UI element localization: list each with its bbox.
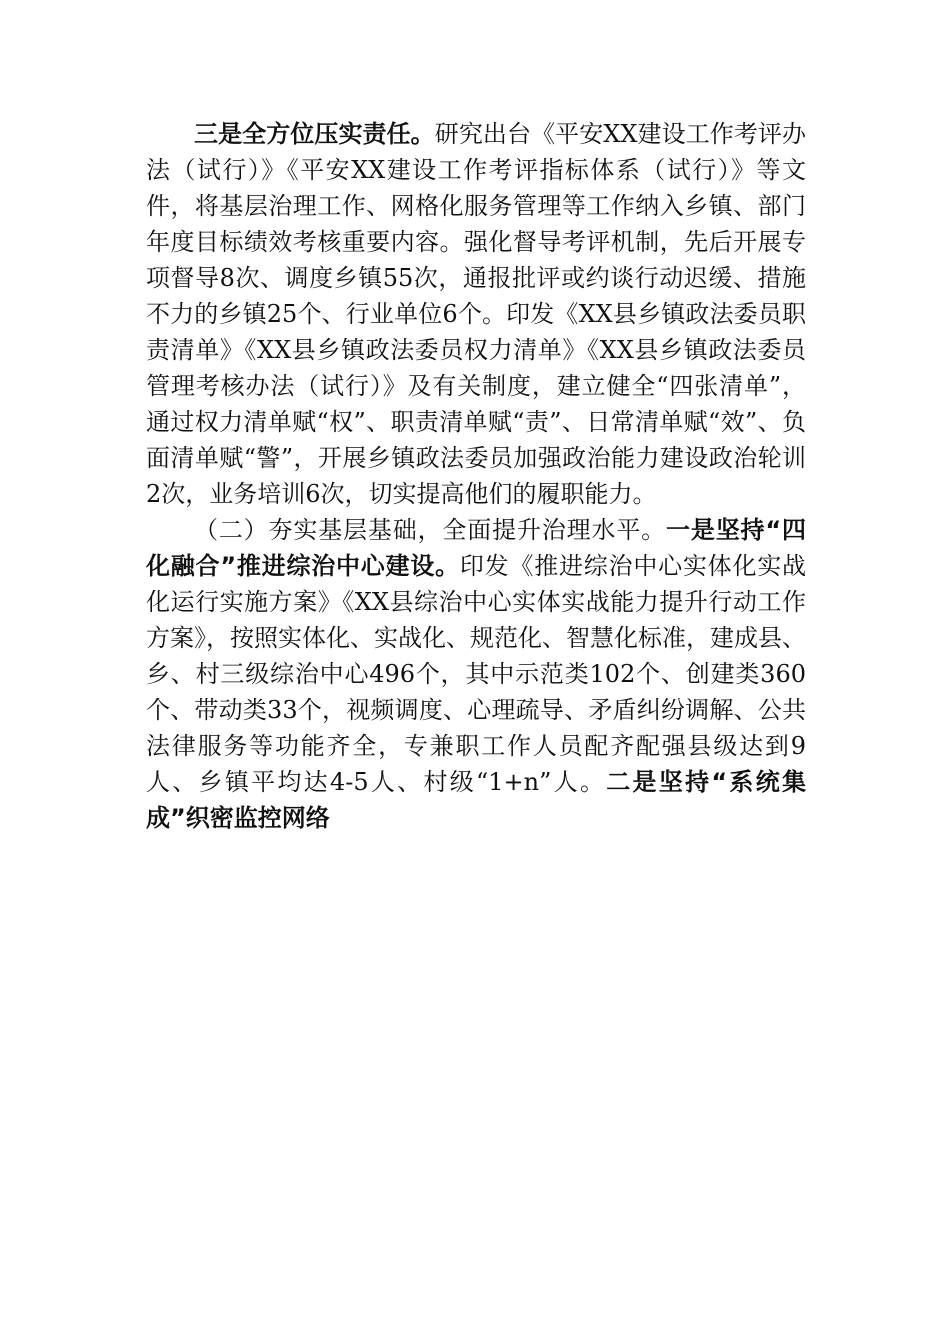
paragraph-grassroots: [146, 512, 806, 836]
paragraph-lead: 一是坚持“四化融合”推进综治中心建设。: [146, 516, 807, 580]
document-body: [146, 116, 806, 836]
paragraph-responsibility: [146, 116, 806, 512]
section-heading: （二）夯实基层基础，全面提升治理水平。: [194, 516, 667, 544]
paragraph-text: 研究出台《平安XX建设工作考评办法（试行）》《平安XX建设工作考评指标体系（试行）》等文件，将基层治理工作、网格化服务管理等工作纳入乡镇、部门年度目标绩效考核重要内容。强化督导考评机制，先后开展专项督导8次、调度乡镇55次，通报批评或约谈行动迟缓、措施不力的乡镇25个、行业单位6个。印发《XX县乡镇政法委员职责清单》《XX县乡镇政法委员权力清单》《XX县乡镇政法委员管理考核办法（试行）》及有关制度，建立健全“四张清单”，通过权力清单赋“权”、职责清单赋“责”、日常清单赋“效”、负面清单赋“警”，开展乡镇政法委员加强政治能力建设政治轮训2次，业务培训6次，切实提高他们的履职能力。: [146, 120, 807, 508]
paragraph-tail: 二是坚持“系统集成”织密监控网络: [146, 768, 806, 832]
paragraph-text: 印发《推进综治中心实体化实战化运行实施方案》《XX县综治中心实体实战能力提升行动工作方案》，按照实体化、实战化、规范化、智慧化标准，建成县、乡、村三级综治中心496个，其中示范类102个、创建类360个、带动类33个，视频调度、心理疏导、矛盾纠纷调解、公共法律服务等功能齐全，专兼职工作人员配齐配强县级达到9人、乡镇平均达4-5人、村级“1+n”人。: [146, 552, 806, 796]
paragraph-lead: 三是全方位压实责任。: [194, 120, 435, 148]
